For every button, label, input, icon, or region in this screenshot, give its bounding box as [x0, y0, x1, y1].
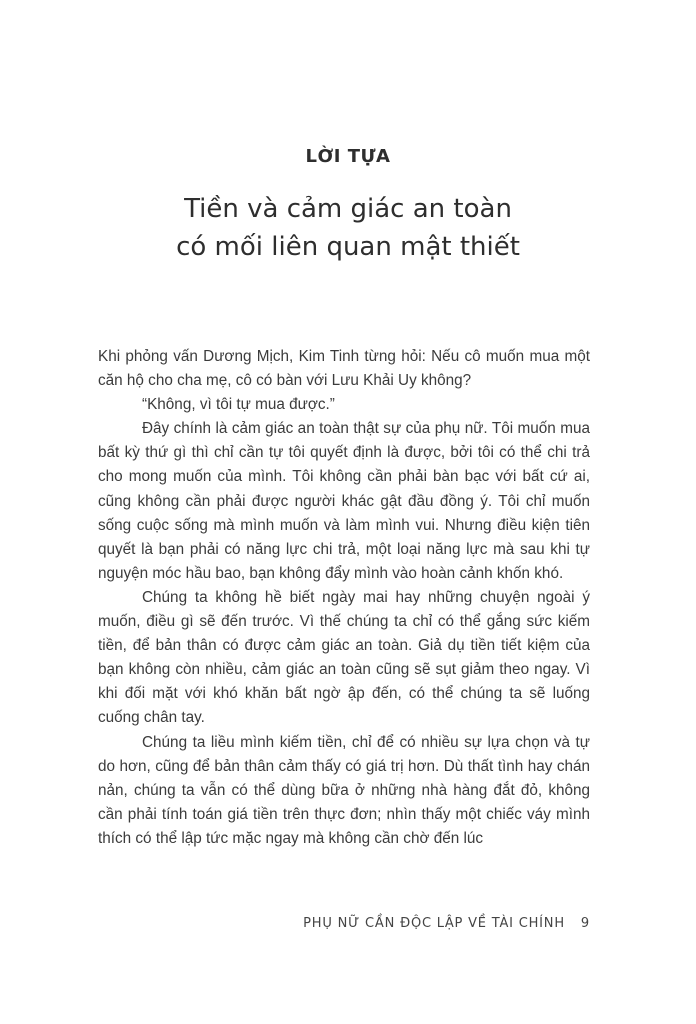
chapter-title [0, 190, 696, 266]
chapter-kicker: LỜI TỰA [305, 146, 391, 167]
running-title: PHỤ NỮ CẦN ĐỘC LẬP VỀ TÀI CHÍNH [303, 916, 565, 931]
chapter-title-line-2: có mối liên quan mật thiết [176, 232, 520, 262]
paragraph: “Không, vì tôi tự mua được.” [142, 396, 335, 414]
paragraph: Đây chính là cảm giác an toàn thật sự của phụ nữ. Tôi muốn mua bất kỳ thứ gì thì chỉ cần tự tôi quyết định là được, bởi tôi có thể chi trả cho mong muốn của mình. Tôi không cần phải bàn bạc với bất cứ ai, cũng không cần phải được người khác gật đầu đồng ý. Tôi chỉ muốn sống cuộc sống mà mình muốn và làm mình vui. Nhưng điều kiện tiên quyết là bạn phải có năng lực chi trả, một loại năng lực mà sau khi tự nguyện móc hầu bao, bạn không đẩy mình vào hoàn cảnh khốn khó. [98, 420, 590, 582]
paragraph: Khi phỏng vấn Dương Mịch, Kim Tinh từng hỏi: Nếu cô muốn mua một căn hộ cho cha mẹ, cô có bàn với Lưu Khải Uy không? [98, 348, 590, 390]
chapter-title-line-1: Tiền và cảm giác an toàn [184, 194, 512, 224]
paragraph: Chúng ta liều mình kiếm tiền, chỉ để có nhiều sự lựa chọn và tự do hơn, cũng để bản thân cảm thấy có giá trị hơn. Dù thất tình hay chán nản, chúng ta vẫn có thể dùng bữa ở những nhà hàng đắt đỏ, không cần phải tính toán giá tiền trên thực đơn; nhìn thấy một chiếc váy mình thích có thể lập tức mặc ngay mà không cần chờ đến lúc [98, 733, 590, 847]
page-footer [303, 916, 590, 931]
body-text [98, 345, 590, 851]
paragraph: Chúng ta không hề biết ngày mai hay những chuyện ngoài ý muốn, điều gì sẽ đến trước. Vì thế chúng ta chỉ có thể gắng sức kiếm tiền, để bản thân có được cảm giác an toàn. Giả dụ tiền tiết kiệm của bạn không còn nhiều, cảm giác an toàn cũng sẽ sụt giảm theo ngay. Vì khi đối mặt với khó khăn bất ngờ ập đến, có thể chúng ta sẽ luống cuống chân tay. [98, 588, 590, 727]
page-number: 9 [580, 916, 590, 931]
